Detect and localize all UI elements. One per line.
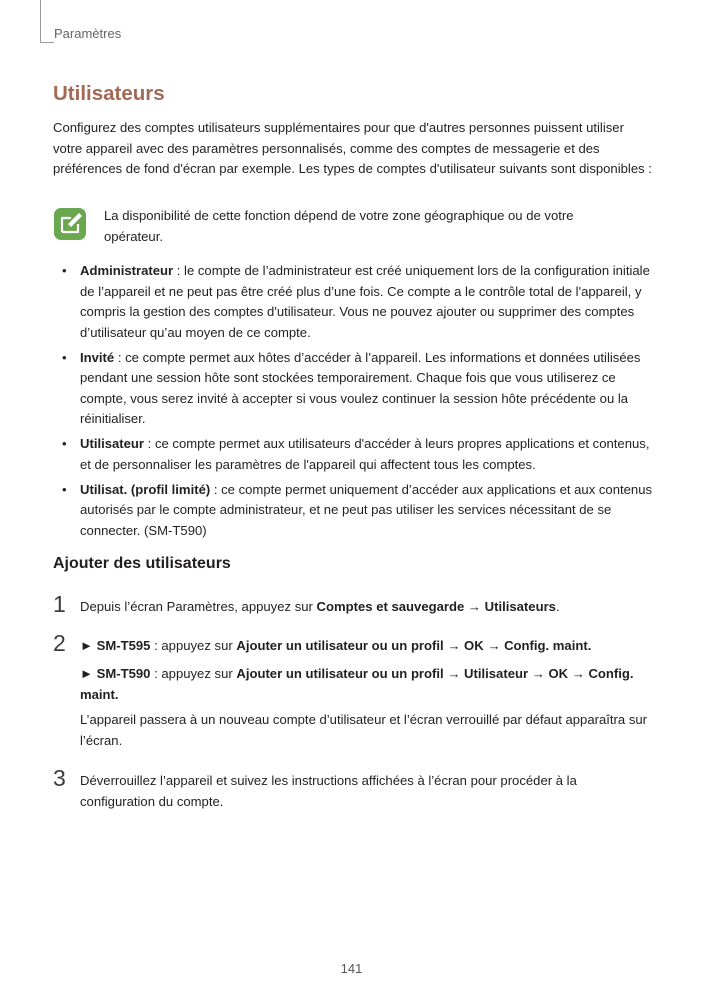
menu-add-user: Ajouter un utilisateur ou un profil [236, 666, 444, 681]
bullet-dot: • [62, 263, 67, 278]
arrow: → [443, 666, 465, 681]
menu-config-now: Config. maint. [80, 666, 634, 702]
account-type-term: Utilisateur [80, 436, 145, 451]
menu-add-user: Ajouter un utilisateur ou un profil [236, 638, 444, 653]
intro-paragraph: Configurez des comptes utilisateurs supplémentaires pour que d'autres personnes puissent utiliser votre appareil avec des paramètres personnalisés, comme des comptes de messagerie et des préférences de fond d'écran par exemple. Les types de comptes d'utilisateur suivants sont disponibles : [53, 120, 652, 176]
list-item [62, 261, 656, 343]
step-2-note: L’appareil passera à un nouveau compte d’utilisateur et l’écran verrouillé par défaut apparaîtra sur l’écran. [80, 712, 648, 748]
note-text: La disponibilité de cette fonction dépend de votre zone géographique ou de votre opérateur. [104, 208, 574, 244]
step-number-1: 1 [53, 591, 66, 617]
arrow: → [528, 666, 549, 681]
header-rule-horizontal [40, 42, 54, 43]
account-type-description: : ce compte permet aux hôtes d’accéder à l’appareil. Les informations et données utilisées pendant une session hôte sont stockées temporairement. Chaque fois que vous utiliserez ce compte, vous serez invité à accepter si vous voulez continuer la session hôte précédente ou la réinitialiser. [80, 349, 641, 426]
account-type-term: Administrateur [80, 263, 174, 278]
header-rule-vertical [40, 0, 41, 42]
model-label: SM-T590 [96, 666, 151, 681]
account-type-list [62, 261, 656, 546]
step-1-menu-1: Comptes et sauvegarde [316, 599, 465, 614]
arrow: → [443, 638, 465, 653]
step-2-mid: : appuyez sur [150, 666, 237, 681]
account-type-description: : ce compte permet aux utilisateurs d'accéder à leurs propres applications et contenus, et de personnaliser les paramètres de l'appareil qui affectent tous les comptes. [80, 436, 650, 472]
arrow: → [483, 638, 505, 653]
arrow: → [568, 666, 589, 681]
bullet-dot: • [62, 349, 67, 365]
bullet-dot: • [62, 481, 67, 497]
list-item [62, 480, 656, 542]
menu-config-now: Config. maint. [504, 638, 592, 653]
step-2-mid: : appuyez sur [150, 638, 237, 653]
triangle-marker: ► [80, 638, 93, 653]
step-2-line-t595 [80, 636, 650, 657]
note-pencil-icon [53, 207, 87, 241]
account-type-description: : ce compte permet uniquement d’accéder aux applications et aux contenus autorisés par le compte administrateur, et ne peut pas utiliser les services nécessitant de se connecter. (SM-T590) [80, 481, 653, 538]
list-item [62, 348, 656, 430]
account-type-description: : le compte de l’administrateur est créé uniquement lors de la configuration initiale de l’appareil et ne peut pas être créé plus d’une fois. Ce compte a le contrôle total de l'appareil, y compris la gestion des comptes d'utilisateur. Vous ne pouvez ajouter ou supprimer des comptes d’utilisateur qu’au moyen de ce compte. [80, 263, 650, 340]
section-subheading: Ajouter des utilisateurs [53, 555, 231, 572]
model-label: SM-T595 [96, 638, 151, 653]
step-1-arrow: → [464, 599, 485, 614]
step-1-pre: Depuis l’écran Paramètres, appuyez sur [80, 599, 317, 614]
menu-ok: OK [548, 666, 569, 681]
list-item [62, 434, 656, 475]
step-1-text [80, 597, 650, 618]
menu-ok: OK [464, 638, 484, 653]
step-number-2: 2 [53, 630, 66, 656]
page-number: 141 [340, 961, 363, 976]
step-1-post: . [555, 599, 560, 614]
step-1-menu-2: Utilisateurs [484, 599, 556, 614]
bullet-dot: • [62, 436, 67, 451]
triangle-marker: ► [80, 666, 93, 681]
account-type-term: Invité [80, 349, 115, 365]
step-3-text: Déverrouillez l’appareil et suivez les instructions affichées à l’écran pour procéder à la configuration du compte. [80, 773, 577, 809]
step-number-3: 3 [53, 765, 66, 791]
menu-user: Utilisateur [464, 666, 529, 681]
page-title: Utilisateurs [53, 82, 165, 105]
step-2-line-t590 [80, 664, 650, 705]
section-header: Paramètres [54, 26, 122, 41]
account-type-term: Utilisat. (profil limité) [80, 481, 211, 497]
